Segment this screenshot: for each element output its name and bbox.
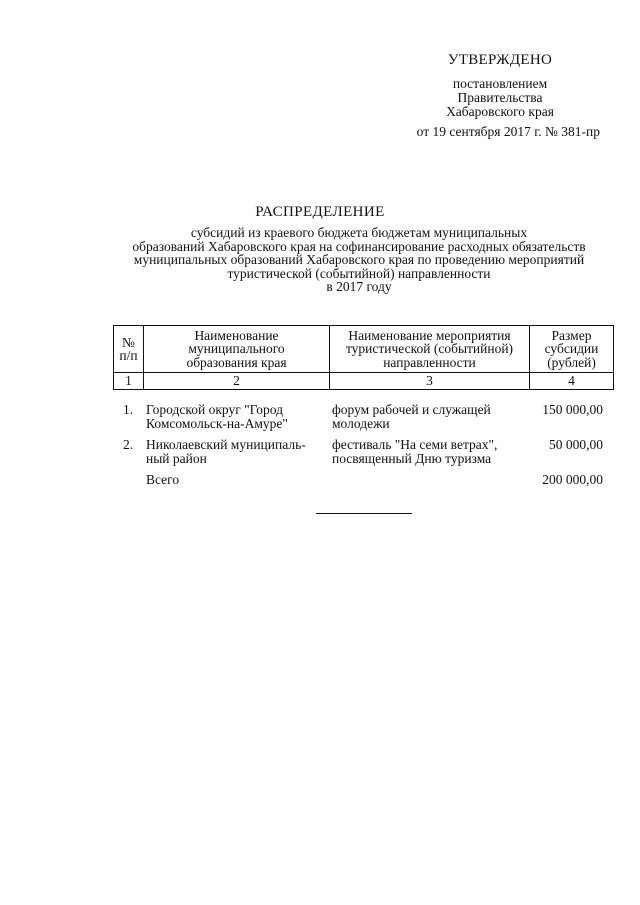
subtitle-line: муниципальных образований Хабаровского края по проведению мероприятий bbox=[133, 252, 585, 267]
distribution-table-header bbox=[113, 325, 614, 390]
approval-line: Хабаровского края bbox=[446, 104, 554, 119]
closing-rule bbox=[316, 513, 412, 514]
approval-stamp bbox=[360, 52, 600, 139]
event-cell: форум рабочей и служащей молодежи bbox=[332, 402, 491, 431]
municipality-cell: Городской округ "Город Комсомольск-на-Амуре" bbox=[146, 402, 288, 431]
row-number: 2. bbox=[122, 437, 134, 452]
table-row bbox=[113, 436, 613, 471]
row-number: 1. bbox=[122, 402, 134, 417]
municipality-cell: Николаевский муниципаль- ный район bbox=[146, 437, 306, 466]
subtitle-line: образований Хабаровского края на софинансирование расходных обязательств bbox=[132, 238, 586, 254]
amount-cell: 50 000,00 bbox=[549, 437, 603, 452]
approval-date: от 19 сентября 2017 г. № 381-пр bbox=[416, 124, 600, 139]
document-title: РАСПРЕДЕЛЕНИЕ bbox=[255, 204, 385, 220]
subtitle-line: субсидий из краевого бюджета бюджетам муниципальных bbox=[190, 225, 528, 240]
total-row bbox=[113, 471, 613, 493]
total-amount: 200 000,00 bbox=[542, 472, 603, 487]
amount-cell: 150 000,00 bbox=[542, 402, 603, 417]
header-cell-municipality: Наименование муниципального образования края bbox=[144, 326, 330, 373]
total-label: Всего bbox=[146, 472, 180, 487]
approval-line: постановлением bbox=[452, 76, 548, 91]
distribution-table-body bbox=[113, 401, 613, 493]
subtitle-line: туристической (событийной) направленности bbox=[227, 265, 491, 281]
table-row bbox=[113, 401, 613, 436]
approval-line: Правительства bbox=[457, 90, 543, 105]
event-cell: фестиваль "На семи ветрах", посвященный Дню туризма bbox=[332, 437, 498, 466]
column-number-cell: 2 bbox=[144, 373, 330, 390]
header-cell-amount: Размер субсидии (рублей) bbox=[530, 326, 614, 373]
header-cell-event: Наименование мероприятия туристической (событийной) направленности bbox=[330, 326, 530, 373]
column-number-cell: 3 bbox=[330, 373, 530, 390]
subtitle-line: в 2017 году bbox=[326, 279, 392, 294]
document-subtitle bbox=[104, 226, 614, 294]
column-number-cell: 1 bbox=[114, 373, 144, 390]
column-number-cell: 4 bbox=[530, 373, 614, 390]
approval-heading: УТВЕРЖДЕНО bbox=[447, 52, 553, 68]
header-cell-number: № п/п bbox=[114, 326, 144, 373]
